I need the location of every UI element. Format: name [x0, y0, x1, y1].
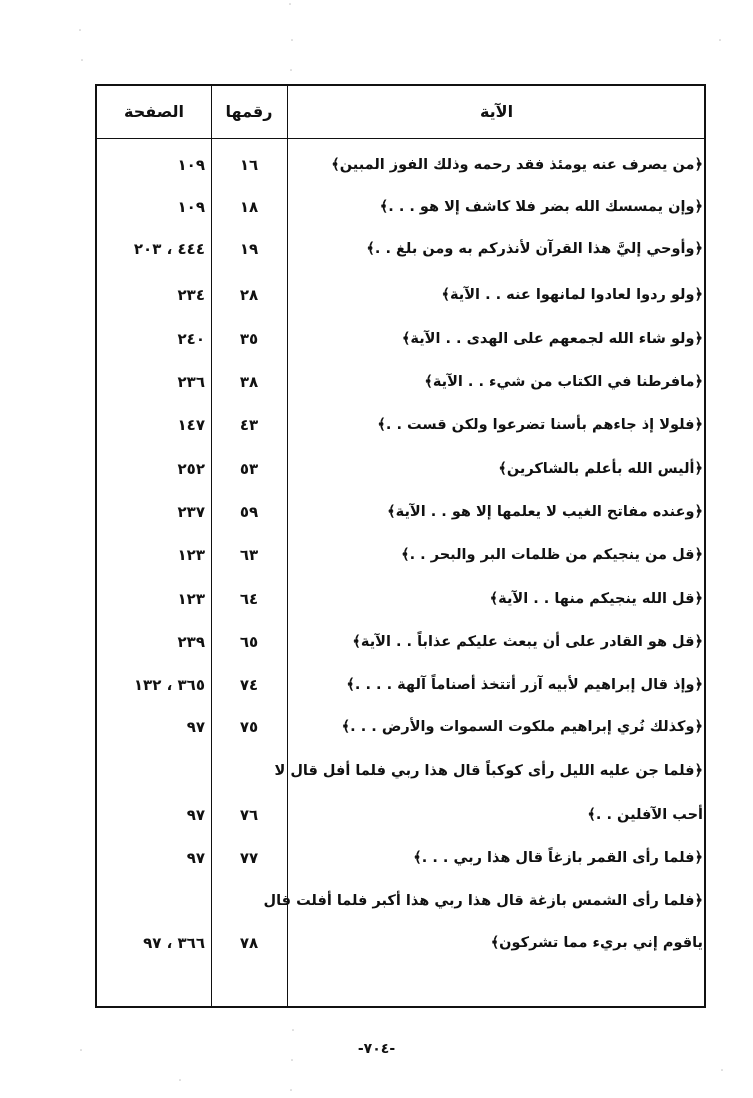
- number-cell: ٢٨: [239, 286, 259, 304]
- aya-cell: ﴿ولو شاء الله لجمعهم على الهدى . . الآية﴾: [401, 331, 703, 347]
- table-row: [97, 536, 708, 574]
- page-cell: ٩٧: [186, 849, 205, 867]
- aya-cell: ﴿وإذ قال إبراهيم لأبيه آزر أتتخذ أصناماً آلهة . . . .﴾: [346, 677, 703, 693]
- page-cell: ١٤٧: [177, 416, 205, 434]
- number-cell: ٦٥: [239, 633, 259, 651]
- number-cell: ٥٩: [239, 503, 259, 521]
- page-cell: ٤٤٤ ، ٢٠٣: [133, 240, 205, 258]
- page-cell: ٩٧: [186, 718, 205, 736]
- number-cell: ٧٨: [239, 934, 259, 952]
- page-cell: ٢٣٧: [177, 503, 205, 521]
- table-row: [97, 708, 708, 746]
- number-cell: ٦٤: [239, 590, 259, 608]
- header-divider: [97, 138, 704, 139]
- number-cell: ٧٦: [239, 806, 259, 824]
- number-cell: ١٨: [239, 198, 259, 216]
- number-cell: ٣٨: [239, 373, 259, 391]
- table-row: [97, 796, 708, 834]
- aya-cell: ﴿وأوحي إليَّ هذا القرآن لأنذركم به ومن بلغ . .﴾: [366, 241, 703, 257]
- table-row: [97, 623, 708, 661]
- page-cell: ٢٣٩: [177, 633, 205, 651]
- table-row: [97, 882, 708, 920]
- page-cell: ١٠٩: [177, 156, 205, 174]
- aya-cell-line2: أحب الآفلين . .﴾: [587, 807, 703, 823]
- header-page: الصفحة: [123, 102, 184, 121]
- aya-cell-line1: ﴿فلما رأى الشمس بازغة قال هذا ربي هذا أكبر فلما أفلت قال: [263, 893, 703, 909]
- number-cell: ٣٥: [239, 330, 259, 348]
- number-cell: ٧٧: [239, 849, 259, 867]
- header-aya: الآية: [479, 102, 514, 121]
- aya-cell: ﴿قل الله ينجيكم منها . . الآية﴾: [489, 591, 703, 607]
- table-row: [97, 580, 708, 618]
- number-cell: ٤٣: [239, 416, 259, 434]
- aya-cell-line1: ﴿فلما جن عليه الليل رأى كوكباً قال هذا ربي فلما أفل قال لا: [274, 763, 703, 779]
- aya-cell: ﴿وكذلك نُري إبراهيم ملكوت السموات والأرض . . .﴾: [341, 719, 703, 735]
- aya-cell: ﴿من يصرف عنه يومئذ فقد رحمه وذلك الفوز المبين﴾: [331, 157, 703, 173]
- aya-cell: ﴿أليس الله بأعلم بالشاكرين﴾: [498, 461, 703, 477]
- table-row: [97, 188, 708, 226]
- page-cell: ٩٧: [186, 806, 205, 824]
- page-cell: ٣٦٦ ، ٩٧: [143, 934, 205, 952]
- aya-cell: ﴿فلما رأى القمر بازغاً قال هذا ربي . . .﴾: [413, 850, 703, 866]
- page-number: -٧٠٤-: [357, 1041, 396, 1057]
- aya-cell: ﴿قل هو القادر على أن يبعث عليكم عذاباً . . الآية﴾: [352, 634, 703, 650]
- table-row: [97, 839, 708, 877]
- aya-cell: ﴿وعنده مفاتح الغيب لا يعلمها إلا هو . . الآية﴾: [387, 504, 703, 520]
- table-row: [97, 666, 708, 704]
- aya-cell: ﴿فلولا إذ جاءهم بأسنا تضرعوا ولكن قست . .﴾: [377, 417, 703, 433]
- table-row: [97, 924, 708, 962]
- table-row: [97, 320, 708, 358]
- page-cell: ١٠٩: [177, 198, 205, 216]
- aya-cell: ﴿وإن يمسسك الله بضر فلا كاشف إلا هو . . .﴾: [379, 199, 703, 215]
- table-row: [97, 230, 708, 268]
- page-cell: ٢٣٦: [177, 373, 205, 391]
- number-cell: ١٦: [239, 156, 259, 174]
- table-row: [97, 752, 708, 790]
- page-cell: ٣٦٥ ، ١٣٢: [133, 676, 205, 694]
- aya-cell-line2: ياقوم إني بريء مما تشركون﴾: [490, 935, 703, 951]
- header-number: رقمها: [225, 102, 273, 121]
- table-row: [97, 363, 708, 401]
- page-cell: ٢٤٠: [177, 330, 205, 348]
- table-row: [97, 276, 708, 314]
- aya-cell: ﴿قل من ينجيكم من ظلمات البر والبحر . .﴾: [401, 547, 703, 563]
- number-cell: ٥٣: [239, 460, 259, 478]
- table-row: [97, 493, 708, 531]
- index-table: [95, 84, 706, 1008]
- page-cell: ١٢٣: [177, 590, 205, 608]
- number-cell: ١٩: [239, 240, 259, 258]
- number-cell: ٧٤: [239, 676, 259, 694]
- aya-cell: ﴿مافرطنا في الكتاب من شيء . . الآية﴾: [424, 374, 703, 390]
- table-row: [97, 406, 708, 444]
- page-cell: ٢٣٤: [177, 286, 205, 304]
- number-cell: ٧٥: [239, 718, 259, 736]
- page-cell: ٢٥٢: [177, 460, 205, 478]
- aya-cell: ﴿ولو ردوا لعادوا لمانهوا عنه . . الآية﴾: [441, 287, 703, 303]
- table-row: [97, 450, 708, 488]
- number-cell: ٦٣: [239, 546, 259, 564]
- table-row: [97, 146, 708, 184]
- page-cell: ١٢٣: [177, 546, 205, 564]
